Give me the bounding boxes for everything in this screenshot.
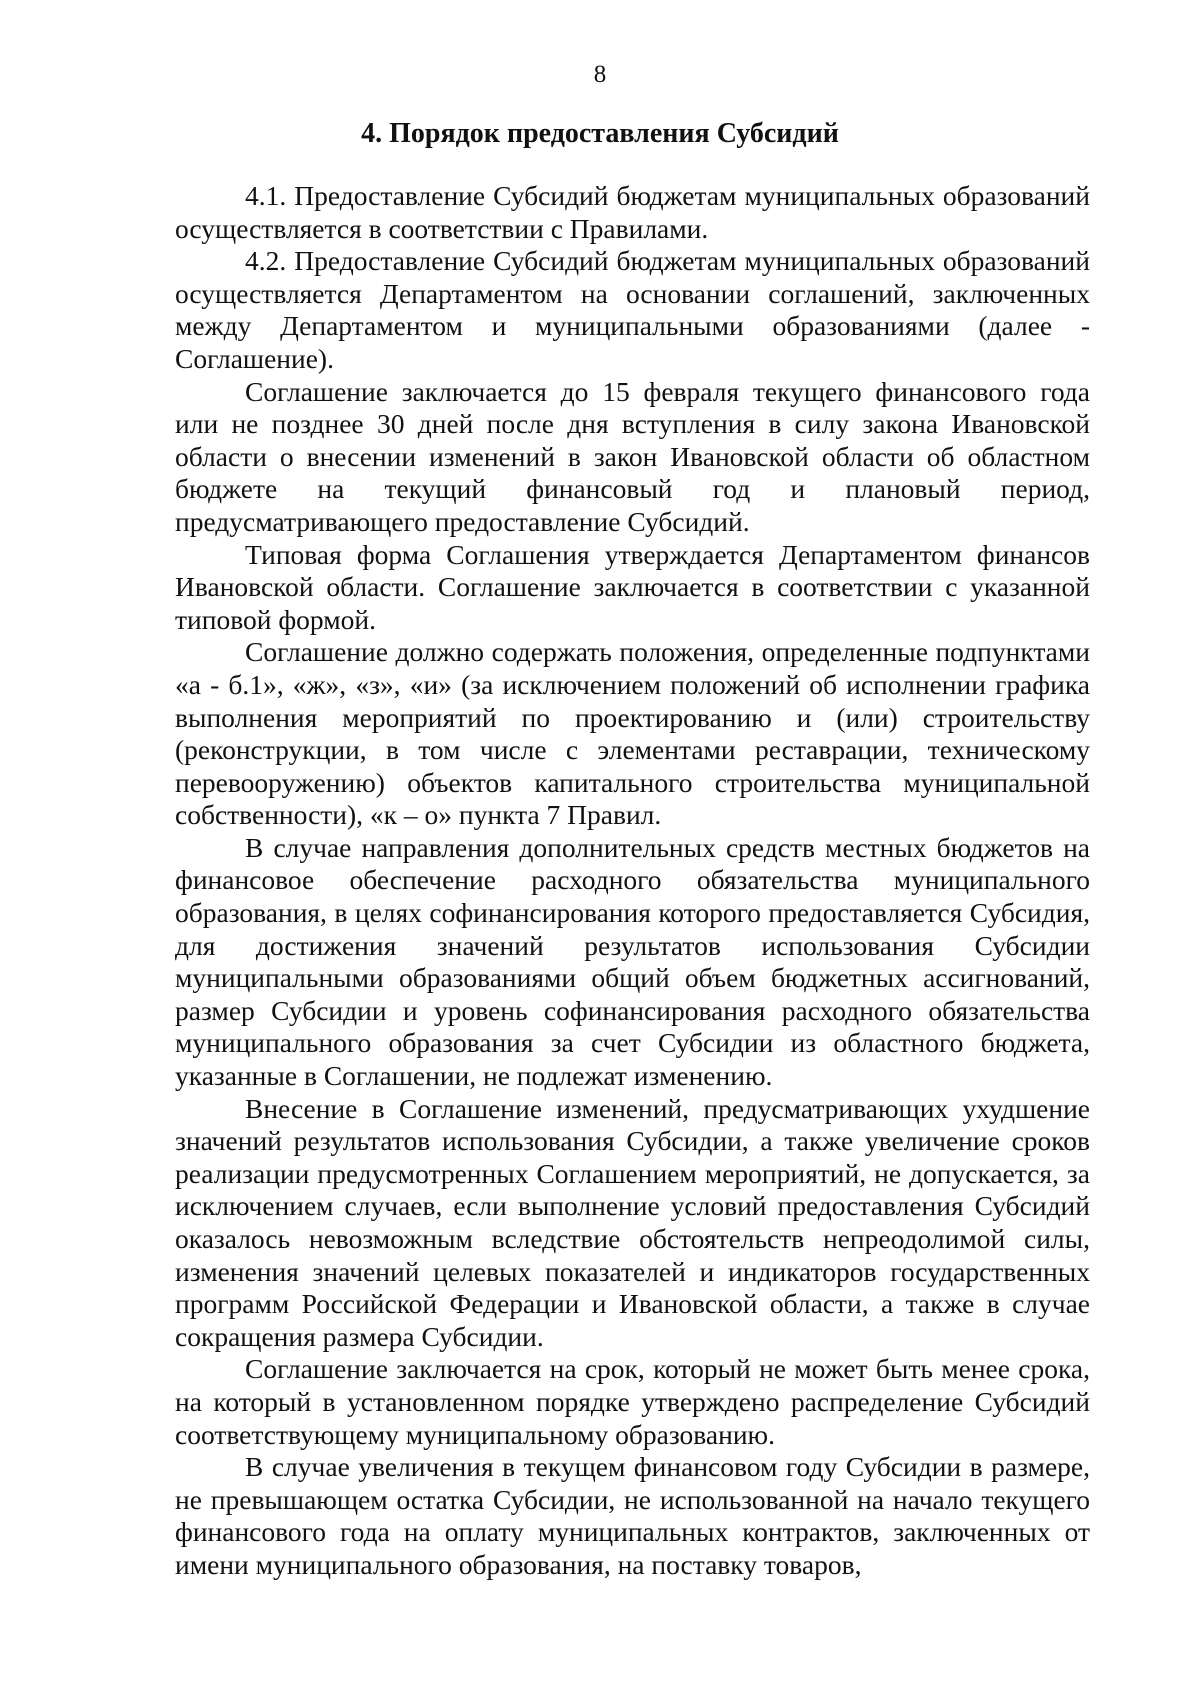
paragraph-4-2: 4.2. Предоставление Субсидий бюджетам муниципальных образований осуществляется Департаментом на основании соглашений, заключенных между Департаментом и муниципальными образованиями (далее - Соглашение). xyxy=(175,245,1090,374)
paragraph-agreement-term: Соглашение заключается на срок, который не может быть менее срока, на который в установленном порядке утверждено распределение Субсидий соответствующему муниципальному образованию. xyxy=(175,1353,1090,1450)
paragraph-agreement-deadline: Соглашение заключается до 15 февраля текущего финансового года или не позднее 30 дней после дня вступления в силу закона Ивановской области о внесении изменений в закон Ивановской области об областном бюджете на текущий финансовый год и плановый период, предусматривающего предоставление Субсидий. xyxy=(175,375,1090,537)
page-number: 8 xyxy=(593,61,607,88)
paragraph-subsidy-increase: В случае увеличения в текущем финансовом году Субсидии в размере, не превышающем остатка Субсидии, не использованной на начало текущего финансового года на оплату муниципальных контрактов, заключенных от имени муниципального образования, на поставку товаров, xyxy=(175,1451,1090,1580)
section-heading: 4. Порядок предоставления Субсидий xyxy=(361,118,839,149)
paragraph-additional-funds: В случае направления дополнительных средств местных бюджетов на финансовое обеспечение расходного обязательства муниципального образования, в целях софинансирования которого предоставляется Субсидия, для достижения значений результатов использования Субсидии муниципальными образованиями общий объем бюджетных ассигнований, размер Субсидии и уровень софинансирования расходного обязательства муниципального образования за счет Субсидии из областного бюджета, указанные в Соглашении, не подлежат изменению. xyxy=(175,831,1090,1092)
body-text xyxy=(175,180,1090,1582)
paragraph-4-1: 4.1. Предоставление Субсидий бюджетам муниципальных образований осуществляется в соответствии с Правилами. xyxy=(175,180,1090,244)
paragraph-standard-form: Типовая форма Соглашения утверждается Департаментом финансов Ивановской области. Соглашение заключается в соответствии с указанной типовой формой. xyxy=(175,538,1090,635)
paragraph-amendments: Внесение в Соглашение изменений, предусматривающих ухудшение значений результатов использования Субсидии, а также увеличение сроков реализации предусмотренных Соглашением мероприятий, не допускается, за исключением случаев, если выполнение условий предоставления Субсидий оказалось невозможным вследствие обстоятельств непреодолимой силы, изменения значений целевых показателей и индикаторов государственных программ Российской Федерации и Ивановской области, а также в случае сокращения размера Субсидии. xyxy=(175,1092,1090,1352)
paragraph-agreement-contents: Соглашение должно содержать положения, определенные подпунктами «а - б.1», «ж», «з», «и» (за исключением положений об исполнении графика выполнения мероприятий по проектированию и (или) строительству (реконструкции, в том числе с элементами реставрации, техническому перевооружению) объектов капитального строительства муниципальной собственности), «к – о» пункта 7 Правил. xyxy=(175,636,1090,831)
